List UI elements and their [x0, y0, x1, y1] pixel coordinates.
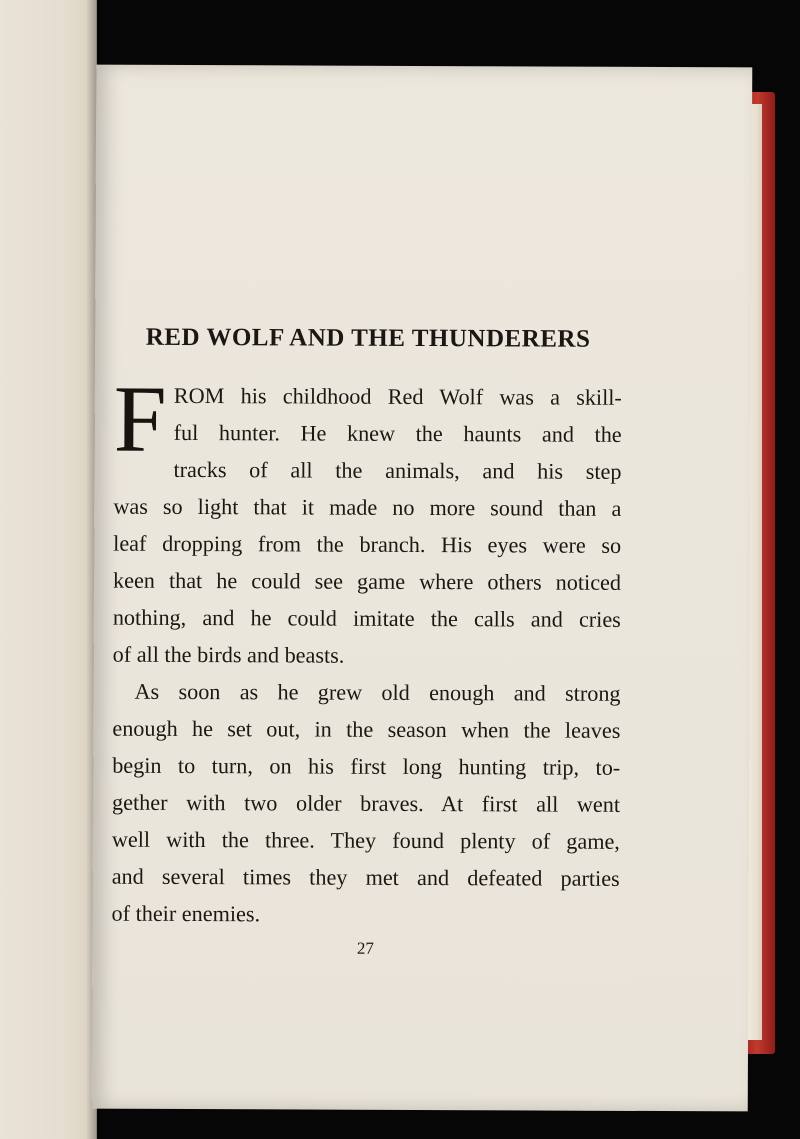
text-line: ROM his childhood Red Wolf was a skill- — [173, 382, 622, 410]
text-line: nothing, and he could imitate the calls and cries — [112, 604, 621, 632]
text-line: of all the birds and beasts. — [112, 641, 345, 668]
drop-cap: F — [113, 365, 167, 472]
paragraph-2 — [111, 673, 620, 934]
text-line: was so light that it made no more sound than a — [113, 493, 622, 521]
paragraph-1 — [112, 365, 622, 675]
right-page — [92, 65, 753, 1112]
page-number: 27 — [356, 938, 374, 958]
text-line: gether with two older braves. At first all went — [112, 789, 621, 817]
text-line: As soon as he grew old enough and strong — [134, 678, 621, 706]
left-page — [0, 0, 97, 1139]
text-line: tracks of all the animals, and his step — [173, 456, 622, 484]
text-line: begin to turn, on his first long hunting trip, to- — [112, 752, 621, 780]
text-line: well with the three. They found plenty of game, — [111, 826, 620, 854]
text-line: keen that he could see game where others noticed — [112, 567, 622, 595]
chapter-title: RED WOLF AND THE THUNDERERS — [145, 323, 591, 353]
text-line: of their enemies. — [111, 900, 261, 927]
text-line: ful hunter. He knew the haunts and the — [173, 419, 622, 447]
page-content — [111, 323, 622, 960]
text-line: and several times they met and defeated parties — [111, 863, 620, 891]
text-line: enough he set out, in the season when the leaves — [112, 715, 621, 743]
text-line: leaf dropping from the branch. His eyes were so — [113, 530, 622, 558]
